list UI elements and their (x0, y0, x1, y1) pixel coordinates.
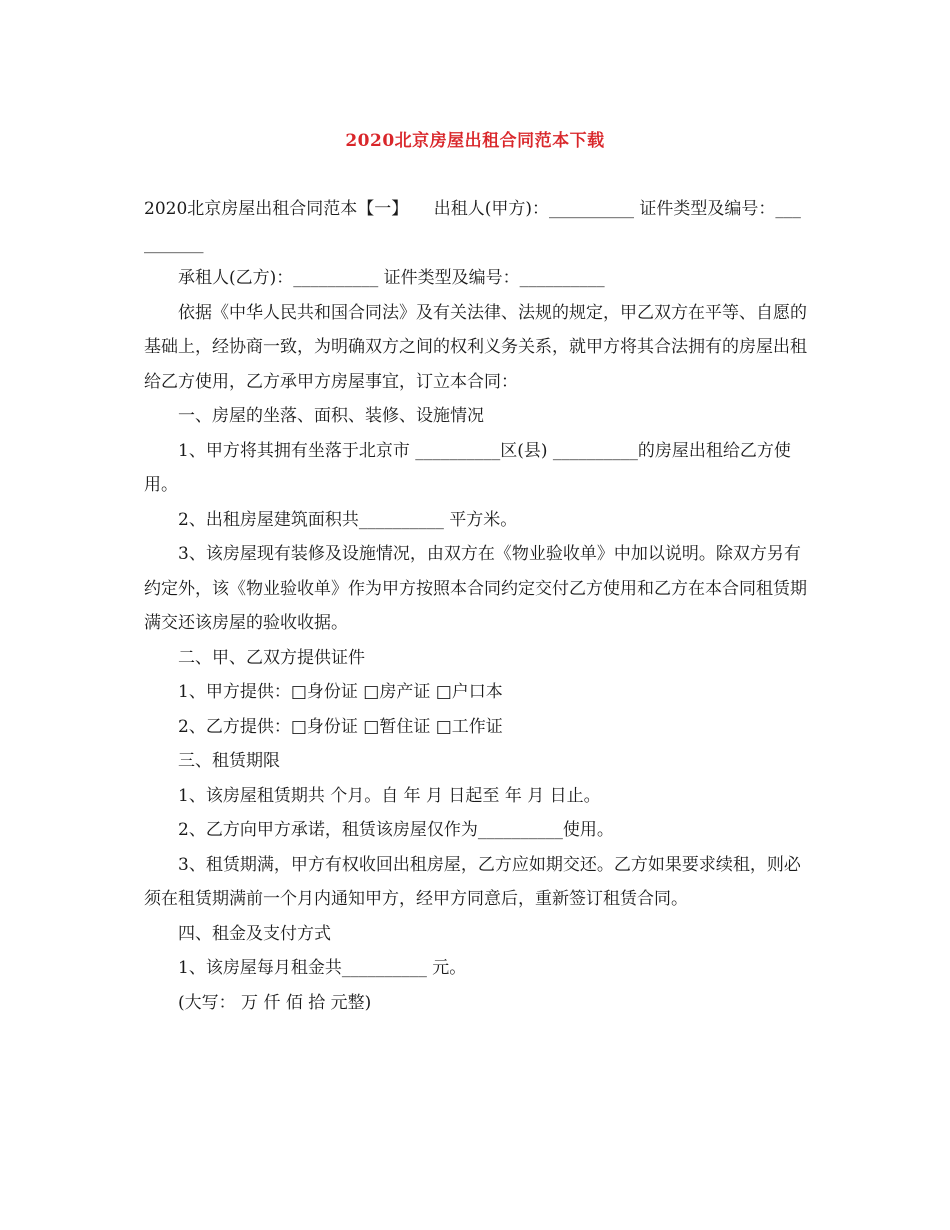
document-title: 2020北京房屋出租合同范本下载 (345, 131, 605, 151)
clause-1-2: 2、出租房屋建筑面积共__________ 平方米。 (178, 509, 518, 530)
lessee-line: 承租人(乙方)：__________ 证件类型及编号：__________ (178, 268, 605, 288)
clause-2-2: 2、乙方提供：□身份证 □暂住证 □工作证 (178, 716, 503, 737)
clause-4-amount-in-words: (大写： 万 仟 佰 拾 元整) (178, 992, 372, 1013)
section-heading-3: 三、租赁期限 (178, 751, 280, 771)
clause-3-2: 2、乙方向甲方承诺，租赁该房屋仅作为__________使用。 (178, 820, 614, 840)
clause-1-1: 1、甲方将其拥有坐落于北京市 __________区(县) __________的房屋出租给乙方使用。 (144, 440, 791, 495)
clause-3-1: 1、该房屋租赁期共 个月。自 年 月 日起至 年 月 日止。 (178, 785, 601, 806)
clause-3-3: 3、租赁期满，甲方有权收回出租房屋，乙方应如期交还。乙方如果要求续租，则必须在租赁期满前一个月内通知甲方，经甲方同意后，重新签订租赁合同。 (144, 854, 801, 909)
intro-lessor-line: 2020北京房屋出租合同范本【一】 出租人(甲方)：__________ 证件类型及编号：__________ (144, 199, 801, 254)
document-body (144, 192, 808, 1020)
clause-4-1: 1、该房屋每月租金共__________ 元。 (178, 958, 467, 978)
clause-1-3: 3、该房屋现有装修及设施情况，由双方在《物业验收单》中加以说明。除双方另有约定外，该《物业验收单》作为甲方按照本合同约定交付乙方使用和乙方在本合同租赁期满交还该房屋的验收收据。 (144, 544, 807, 633)
section-heading-1: 一、房屋的坐落、面积、装修、设施情况 (178, 406, 484, 426)
clause-2-1: 1、甲方提供：□身份证 □房产证 □户口本 (178, 682, 503, 702)
preamble-paragraph: 依据《中华人民共和国合同法》及有关法律、法规的规定，甲乙双方在平等、自愿的基础上，经协商一致，为明确双方之间的权利义务关系，就甲方将其合法拥有的房屋出租给乙方使用，乙方承甲方房屋事宜，订立本合同： (144, 302, 807, 392)
section-heading-2: 二、甲、乙双方提供证件 (178, 647, 365, 668)
section-heading-4: 四、租金及支付方式 (178, 923, 331, 944)
